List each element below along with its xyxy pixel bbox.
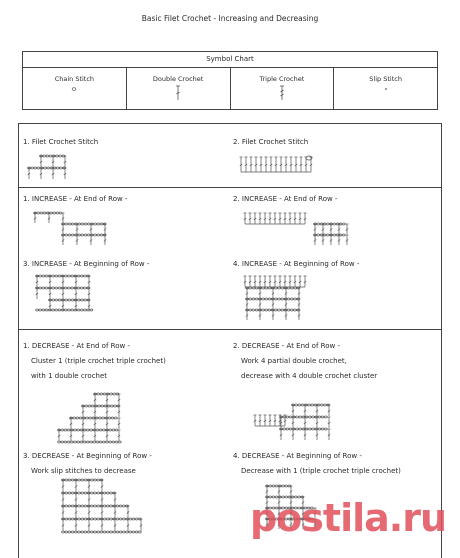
section-increase-end-1 (23, 195, 127, 204)
section-note: Work slip stitches to decrease (31, 467, 136, 475)
section-note: decrease with 4 double crochet cluster (241, 372, 378, 380)
section-note: with 1 double crochet (31, 372, 108, 380)
symbol-chart-heading: Symbol Chart (23, 52, 437, 68)
section-filet-stitch-2 (233, 138, 308, 147)
increase-beginning-diagram-3 (33, 272, 143, 314)
symbol-slip-stitch (334, 68, 437, 110)
section-heading: 4. INCREASE - At Beginning of Row - (233, 260, 360, 268)
slip-stitch-symbol-icon (382, 85, 390, 93)
section-heading: 2. DECREASE - At End of Row - (233, 342, 340, 350)
section-increase-end-2 (233, 195, 337, 204)
section-heading: 1. INCREASE - At End of Row - (23, 195, 128, 203)
section-heading: 3. INCREASE - At Beginning of Row - (23, 260, 150, 268)
section-filet-stitch-1 (23, 138, 98, 147)
section-increase-beginning-4 (233, 260, 359, 269)
decrease-end-diagram-1 (57, 390, 157, 444)
section-heading: 2. Filet Crochet Stitch (233, 138, 309, 146)
section-increase-beginning-3 (23, 260, 149, 269)
triple-crochet-symbol-icon (278, 85, 286, 101)
section-decrease-end-1 (23, 342, 166, 381)
section-heading: 4. DECREASE - At Beginning of Row - (233, 452, 362, 460)
section-decrease-end-2 (233, 342, 377, 381)
section-decrease-beginning-3 (23, 452, 152, 476)
filet-stitch-diagram-2 (239, 152, 329, 180)
watermark-logo: postila.ru (249, 496, 446, 540)
section-heading: 1. Filet Crochet Stitch (23, 138, 99, 146)
symbol-triple-crochet (231, 68, 335, 110)
symbol-double-crochet (127, 68, 231, 110)
section-heading: 2. INCREASE - At End of Row - (233, 195, 338, 203)
section-heading: 3. DECREASE - At Beginning of Row - (23, 452, 152, 460)
increase-end-diagram-1 (33, 209, 143, 245)
symbol-chart (22, 51, 438, 110)
chain-symbol-icon (70, 85, 78, 93)
double-crochet-symbol-icon (174, 85, 182, 101)
symbol-chain-stitch (23, 68, 127, 110)
section-note: Decrease with 1 (triple crochet triple crochet) (241, 467, 401, 475)
section-divider (19, 329, 441, 330)
symbol-label: Chain Stitch (54, 75, 95, 83)
filet-stitch-diagram-1 (25, 152, 115, 180)
increase-beginning-diagram-4 (243, 272, 373, 322)
section-heading: 1. DECREASE - At End of Row - (23, 342, 130, 350)
symbol-label: Triple Crochet (259, 75, 305, 83)
symbol-label: Slip Stitch (369, 75, 402, 83)
diagram-panel (18, 123, 442, 558)
decrease-end-diagram-2 (253, 390, 363, 442)
symbol-label: Double Crochet (152, 75, 204, 83)
section-note: Work 4 partial double crochet, (241, 357, 347, 365)
section-decrease-beginning-4 (233, 452, 401, 476)
section-note: Cluster 1 (triple crochet triple crochet) (31, 357, 166, 365)
increase-end-diagram-2 (243, 209, 373, 247)
decrease-beginning-diagram-3 (33, 476, 163, 538)
document-title: Basic Filet Crochet - Increasing and Decreasing (141, 14, 319, 23)
section-divider (19, 187, 441, 188)
